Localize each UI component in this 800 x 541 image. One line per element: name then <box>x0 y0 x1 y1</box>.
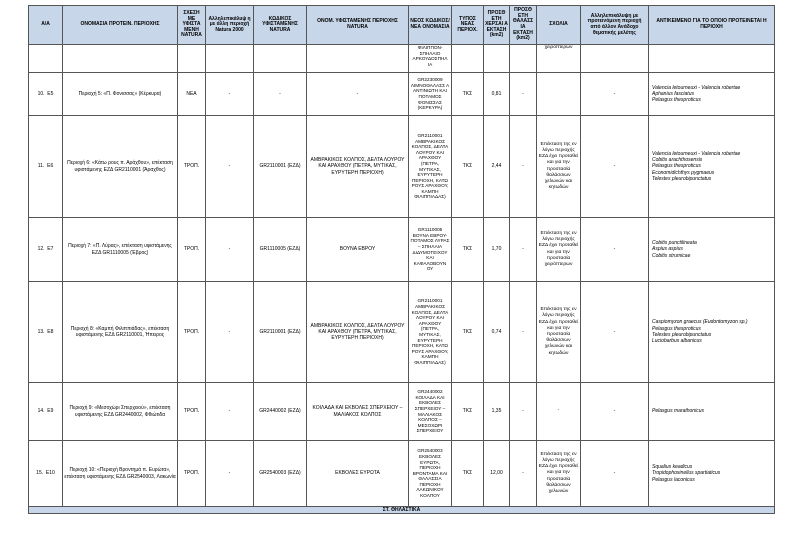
row-number: 13. <box>37 328 45 335</box>
row-number: 14. <box>37 408 45 415</box>
existing-name-cell: ΒΟΥΝΑ ΕΒΡΟΥ <box>307 218 409 282</box>
species-name: Pelasgus thesproticus <box>652 97 701 104</box>
species-name: Aphanius fasciatus <box>652 90 694 97</box>
name-cell: Περιοχή 5: «Π. Φονισσας» (Κέρκυρα) <box>63 73 178 116</box>
existing-code-cell: GR2110001 (ΕΖΔ) <box>254 282 307 383</box>
species-cell <box>649 218 775 282</box>
type-cell: ΤΚΣ <box>452 383 484 441</box>
section-row <box>29 507 775 514</box>
land-area-cell: 0,74 <box>484 282 510 383</box>
species-name: Pelasgus laconicus <box>652 476 695 483</box>
species-cell <box>649 441 775 507</box>
header-row <box>29 6 775 45</box>
table-row <box>29 383 775 441</box>
other-overlap-cell: - <box>581 383 649 441</box>
other-overlap-cell: - <box>581 218 649 282</box>
comment-cell: Επέκταση της εν λόγω περιοχής ΕΖΔ έχει προταθεί και για την προστασία θαλάσσιων χελωνών και κητωδών <box>537 282 581 383</box>
continuation-new-code: ΦΙΛΙΠΠΟΝ-ΣΠΗΛΑΙΟ ΑΡΚΟΥΔΟΣΠΗΛ ΙΑ <box>409 45 452 73</box>
overlap-cell: - <box>206 116 254 218</box>
row-code: E8 <box>47 328 54 335</box>
row-code: E6 <box>47 163 54 170</box>
sea-area-cell: - <box>510 441 537 507</box>
header-land-area: ΠΡΟΣΘ ΕΤΗ ΧΕΡΣΑΙ Α ΕΚΤΑΣΗ (km2) <box>484 6 510 45</box>
new-code-cell: GR2540003 ΕΚΒΟΛΕΣ ΕΥΡΩΤΑ, ΠΕΡΙΟΧΗ ΒΡΟΝΤΑΜΑ ΚΑΙ ΘΑΛΑΣΣΙΑ ΠΕΡΙΟΧΗ ΛΑΚΩΝΙΚΟΥ ΚΟΛΠΟΥ <box>409 441 452 507</box>
name-cell: Περιοχή 8: «Καμπή Φιλιππιάδας», επέκταση υφιστάμενης ΕΖΔ GR2110001, Ήπειρος <box>63 282 178 383</box>
num-cell <box>29 383 63 441</box>
relation-cell: ΤΡΟΠ. <box>178 116 206 218</box>
species-name: Tropidophoxinellus spartiaticus <box>652 470 721 477</box>
relation-cell: ΤΡΟΠ. <box>178 441 206 507</box>
num-cell <box>29 73 63 116</box>
land-area-cell: 12,00 <box>484 441 510 507</box>
comment-cell <box>537 73 581 116</box>
header-new-code: ΝΕΟΣ ΚΩΔΙΚΟΣ/ ΝΕΑ ΟΝΟΜΑΣΙΑ <box>409 6 452 45</box>
species-cell <box>649 73 775 116</box>
other-overlap-cell: - <box>581 282 649 383</box>
new-code-cell: GR2230009 ΛΙΜΝΟΘΑΛΑΣΣ Α ΑΝΤΙΝΙΩΤΗ ΚΑΙ ΠΟΤΑΜΟΣ ΦΟΝΙΣΣΑΣ (ΚΕΡΚΥΡΑ) <box>409 73 452 116</box>
row-code: E5 <box>47 90 54 97</box>
header-comments: ΣΧΟΛΙΑ <box>537 6 581 45</box>
existing-code-cell: GR2440002 (ΕΖΔ) <box>254 383 307 441</box>
num-cell <box>29 116 63 218</box>
sea-area-cell: - <box>510 218 537 282</box>
existing-name-cell: ΑΜΒΡΑΚΙΚΟΣ ΚΟΛΠΟΣ, ΔΕΛΤΑ ΛΟΥΡΟΥ ΚΑΙ ΑΡΑΧΘΟΥ (ΠΕΤΡΑ, ΜΥΤΙΚΑΣ, ΕΥΡΥΤΕΡΗ ΠΕΡΙΟΧΗ) <box>307 282 409 383</box>
species-name: Valencia letourneuxi - Valencia robertae <box>652 84 741 91</box>
relation-cell: ΤΡΟΠ. <box>178 383 206 441</box>
comment-cell: - <box>537 383 581 441</box>
other-overlap-cell: - <box>581 116 649 218</box>
comment-cell: Επέκταση της εν λόγω περιοχής ΕΖΔ έχει προταθεί και για την προστασία θαλάσσιων χελωνών <box>537 441 581 507</box>
species-name: Cobitis strumicae <box>652 252 691 259</box>
row-number: 15. <box>36 470 44 477</box>
existing-name-cell: ΑΜΒΡΑΚΙΚΟΣ ΚΟΛΠΟΣ, ΔΕΛΤΑ ΛΟΥΡΟΥ ΚΑΙ ΑΡΑΧΘΟΥ (ΠΕΤΡΑ, ΜΥΤΙΚΑΣ, ΕΥΡΥΤΕΡΗ ΠΕΡΙΟΧΗ) <box>307 116 409 218</box>
overlap-cell: - <box>206 441 254 507</box>
relation-cell: ΤΡΟΠ. <box>178 282 206 383</box>
row-code: E7 <box>47 246 54 253</box>
species-name: Squalius keadicus <box>652 464 693 471</box>
header-overlap: Αλληλεπικάλυψ η με άλλη περιοχή Natura 2000 <box>206 6 254 45</box>
new-code-cell: GR2440002 ΚΟΙΛΑΔΑ ΚΑΙ ΕΚΒΟΛΕΣ ΣΠΕΡΧΕΙΟΥ – ΜΑΛΙΑΚΟΣ ΚΟΛΠΟΣ – ΜΕΣΟΧΩΡΙ ΣΠΕΡΧΕΙΟΥ <box>409 383 452 441</box>
species-name: Pelasgus marathonicus <box>652 408 704 415</box>
species-name: Economidichthys pygmaeus <box>652 169 715 176</box>
existing-code-cell: GR1110005 (ΕΖΔ) <box>254 218 307 282</box>
row-number: 11. <box>37 163 45 170</box>
comment-cell: Επέκταση της εν λόγω περιοχής ΕΖΔ έχει προταθεί και για την προστασία θαλάσσιων χελωνών και κητωδών <box>537 116 581 218</box>
continuation-row <box>29 45 775 73</box>
table-row <box>29 282 775 383</box>
species-name: Telestes pleurobipunctatus <box>652 332 712 338</box>
other-overlap-cell: - <box>581 441 649 507</box>
land-area-cell: 1,35 <box>484 383 510 441</box>
species-name: Telestes pleurobipunctatus <box>652 175 712 182</box>
num-cell <box>29 441 63 507</box>
existing-code-cell: - <box>254 73 307 116</box>
species-name: Pelasgus thesproticus <box>652 163 701 170</box>
sea-area-cell: - <box>510 73 537 116</box>
species-cell <box>649 282 775 383</box>
species-name: Aspius aspius <box>652 246 683 253</box>
table-row <box>29 441 775 507</box>
sea-area-cell: - <box>510 282 537 383</box>
existing-name-cell: - <box>307 73 409 116</box>
header-type: ΤΥΠΟΣ ΝΕΑΣ ΠΕΡΙΟΧ. <box>452 6 484 45</box>
name-cell: Περιοχή 6: «Κάτω ρους π. Αράχθου», επέκταση υφιστάμενης ΕΖΔ GR2110001 (Άραχθος) <box>63 116 178 218</box>
relation-cell: ΤΡΟΠ. <box>178 218 206 282</box>
overlap-cell: - <box>206 218 254 282</box>
table-row <box>29 116 775 218</box>
species-name: Caspiomyzon graecus (Eudontomyzon sp.) <box>652 319 748 326</box>
name-cell: Περιοχή 10: «Περιοχή Βροντημά π. Ευρώτα», επέκταση υφιστάμενης ΕΖΔ GR2540003, Λακωνία <box>63 441 178 507</box>
land-area-cell: 1,70 <box>484 218 510 282</box>
type-cell: ΤΚΣ <box>452 116 484 218</box>
header-name: ΟΝΟΜΑΣΙΑ ΠΡΟΤΕΙΝ. ΠΕΡΙΟΧΗΣ <box>63 6 178 45</box>
overlap-cell: - <box>206 73 254 116</box>
species-name: Pelasgus thesproticus <box>652 325 701 332</box>
species-cell <box>649 116 775 218</box>
comment-cell: Επέκταση της εν λόγω περιοχής ΕΖΔ έχει προταθεί και για την προστασία χειρόπτερων <box>537 218 581 282</box>
row-code: E9 <box>47 408 54 415</box>
existing-code-cell: GR2110001 (ΕΖΔ) <box>254 116 307 218</box>
type-cell: ΤΚΣ <box>452 73 484 116</box>
sea-area-cell: - <box>510 383 537 441</box>
species-name: Cobitis punctilineata <box>652 240 697 247</box>
type-cell: ΤΚΣ <box>452 282 484 383</box>
land-area-cell: 2,44 <box>484 116 510 218</box>
species-name: Luciobarbus albanicus <box>652 338 702 345</box>
areas-table <box>28 5 775 514</box>
name-cell: Περιοχή 7: «Π. Λύρας», επέκταση υφιστάμενης ΕΖΔ GR1110005 (Έβρος) <box>63 218 178 282</box>
num-cell <box>29 282 63 383</box>
table-row <box>29 218 775 282</box>
section-title: ΣΤ. ΘΗΛΑΣΤΙΚΑ <box>29 507 775 514</box>
header-relation: ΣΧΕΣΗ ΜΕ ΥΦΙΣΤΑ ΜΕΝΗ NATURA <box>178 6 206 45</box>
type-cell: ΤΚΣ <box>452 441 484 507</box>
type-cell: ΤΚΣ <box>452 218 484 282</box>
header-sea-area: ΠΡΟΣΘ ΕΤΗ ΘΑΛΑΣΣ ΙΑ ΕΚΤΑΣΗ (km2) <box>510 6 537 45</box>
row-number: 12. <box>37 246 45 253</box>
new-code-cell: GR2110001 ΑΜΒΡΑΚΙΚΟΣ ΚΟΛΠΟΣ, ΔΕΛΤΑ ΛΟΥΡΟΥ ΚΑΙ ΑΡΑΧΘΟΥ (ΠΕΤΡΑ, ΜΥΤΙΚΑΣ, ΕΥΡΥΤΕΡΗ ΠΕΡΙΟΧΗ, ΚΑΤΩ ΡΟΥΣ ΑΡΑΧΘΟΥ, ΚΑΜΠΗ ΦΙΛΙΠΠΙΑΔΑΣ) <box>409 116 452 218</box>
header-num: Α/Α <box>29 6 63 45</box>
continuation-comment: χειρόπτερων <box>537 45 581 73</box>
existing-name-cell: ΚΟΙΛΑΔΑ ΚΑΙ ΕΚΒΟΛΕΣ ΣΠΕΡΧΕΙΟΥ – ΜΑΛΙΑΚΟΣ ΚΟΛΠΟΣ <box>307 383 409 441</box>
header-species: ΑΝΤΙΚΕΙΜΕΝΟ ΓΙΑ ΤΟ ΟΠΟΙΟ ΠΡΟΤΕΙΝΕΤΑΙ Η ΠΕΡΙΟΧΗ <box>649 6 775 45</box>
species-name: Cobitis arachthosensis <box>652 157 703 164</box>
relation-cell: ΝΕΑ <box>178 73 206 116</box>
overlap-cell: - <box>206 383 254 441</box>
existing-name-cell: ΕΚΒΟΛΕΣ ΕΥΡΩΤΑ <box>307 441 409 507</box>
new-code-cell: GR1110005 ΒΟΥΝΑ ΕΒΡΟΥ-ΠΟΤΑΜΟΣ ΛΥΡΑΣ – ΣΠΗΛΑΙΑ ΔΙΔΥΜΟΤΕΙΧΟΥ ΚΑΙ ΚΑΦΑΛΟΒΟΥΝ ΟΥ <box>409 218 452 282</box>
header-other-overlap: Αλληλεπικάλυψη με προτεινόμενη περιοχή από άλλον Ανάδοχο θεματικής μελέτης <box>581 6 649 45</box>
row-number: 10. <box>37 90 45 97</box>
other-overlap-cell: - <box>581 73 649 116</box>
header-existing-code: ΚΩΔΙΚΟΣ ΥΦΙΣΤΑΜΕΝΗΣ NATURA <box>254 6 307 45</box>
land-area-cell: 0,81 <box>484 73 510 116</box>
header-existing-name: ΟΝΟΜ. ΥΦΙΣΤΑΜΕΝΗΣ ΠΕΡΙΟΧΗΣ NATURA <box>307 6 409 45</box>
existing-code-cell: GR2540003 (ΕΖΔ) <box>254 441 307 507</box>
sea-area-cell: - <box>510 116 537 218</box>
row-code: E10 <box>45 470 55 477</box>
name-cell: Περιοχή 9: «Μεσοχώρι Σπερχειού», επέκταση υφιστάμενης ΕΖΔ GR2440002, Φθιώτιδα <box>63 383 178 441</box>
species-name: Valencia letourneuxi - Valencia robertae <box>652 150 741 157</box>
new-code-cell: GR2110001 ΑΜΒΡΑΚΙΚΟΣ ΚΟΛΠΟΣ, ΔΕΛΤΑ ΛΟΥΡΟΥ ΚΑΙ ΑΡΑΧΘΟΥ (ΠΕΤΡΑ, ΜΥΤΙΚΑΣ, ΕΥΡΥΤΕΡΗ ΠΕΡΙΟΧΗ, ΚΑΤΩ ΡΟΥΣ ΑΡΑΧΘΟΥ, ΚΑΜΠΗ ΦΙΛΙΠΠΙΑΔΑΣ) <box>409 282 452 383</box>
species-cell <box>649 383 775 441</box>
num-cell <box>29 218 63 282</box>
overlap-cell: - <box>206 282 254 383</box>
table-row <box>29 73 775 116</box>
